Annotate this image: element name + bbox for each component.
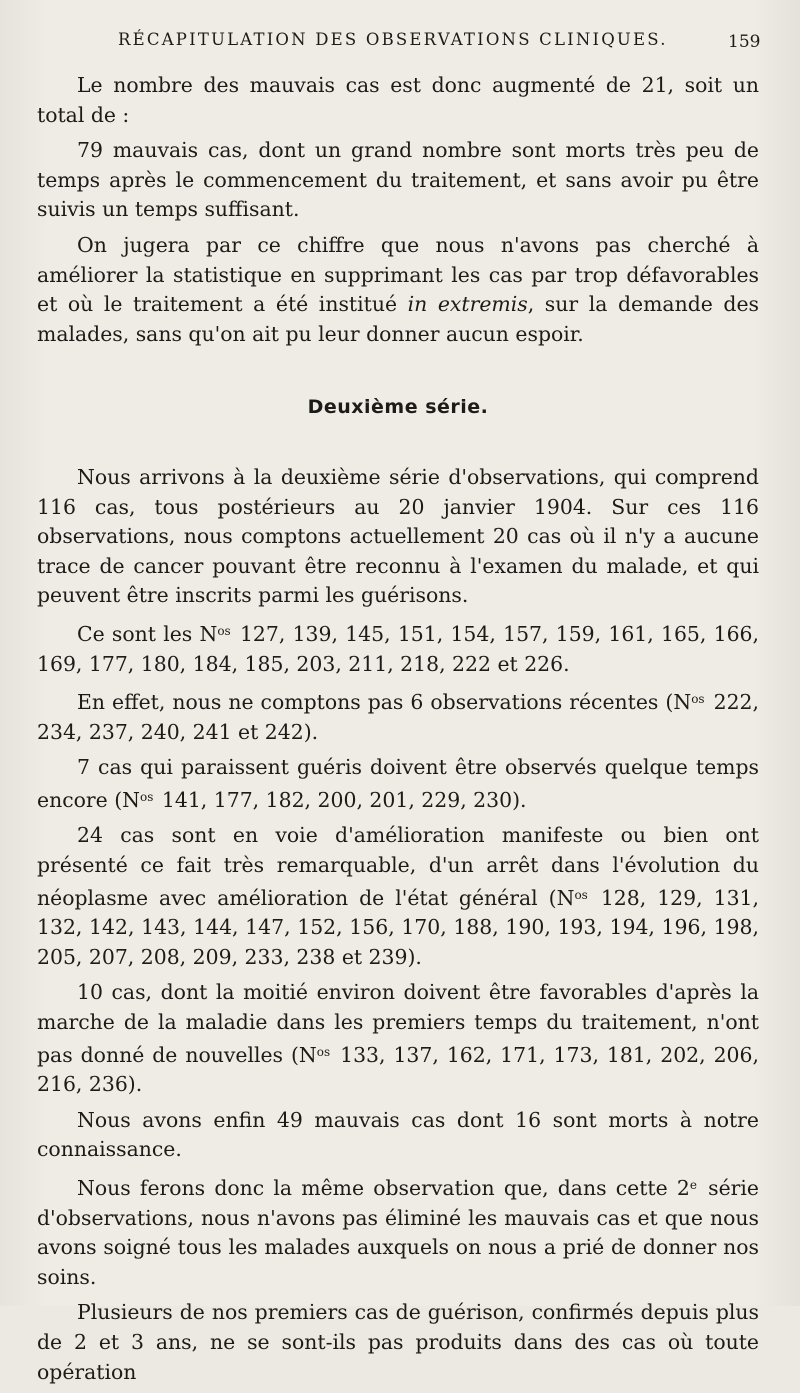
paragraph-3 (37, 231, 759, 349)
paragraph-9 (37, 978, 759, 1099)
paragraph-8-superscript: os (574, 887, 588, 902)
paragraph-9-text-a: 10 cas, dont la moitié environ doivent être favorables d'après la marche de la maladie dans les premiers temps du traitement, n'ont pas donné de nouvelles (N (37, 980, 759, 1067)
paragraph-9-superscript: os (316, 1044, 331, 1059)
paragraph-12: Plusieurs de nos premiers cas de guérison, confirmés depuis plus de 2 et 3 ans, ne se sont-ils pas produits dans des cas où toute opération (37, 1300, 759, 1384)
paragraph-3-text-a: On jugera par ce chiffre que nous n'avons pas cherché à améliorer la statistique en supprimant les cas par trop défavorables et où le traitement a été institué (37, 232, 759, 317)
paragraph-6-text-a: En effet, nous ne comptons pas 6 observations récentes (N (77, 690, 692, 715)
paragraph-11-superscript: e (689, 1178, 697, 1192)
paragraph-6 (37, 685, 759, 747)
paragraph-10: Nous avons enfin 49 mauvais cas dont 16 sont morts à notre connaissance. (37, 1107, 759, 1162)
running-head: RÉCAPITULATION DES OBSERVATIONS CLINIQUES. (118, 30, 668, 49)
paragraph-7-text-a: 7 cas qui paraissent guéris doivent être observés quelque temps encore (N (37, 755, 759, 812)
paragraph-11 (37, 1171, 759, 1292)
paragraph-5-text-a: Ce sont les N (77, 621, 218, 646)
paragraph-7-text-b: 141, 177, 182, 200, 201, 229, 230). (155, 787, 527, 812)
paragraph-11-text-b: série d'observations, nous n'avons pas éliminé les mauvais cas et que nous avons soigné tous les malades auxquels on nous a prié de donner nos soins. (37, 1176, 759, 1289)
paragraph-8 (37, 821, 759, 972)
paragraph-2: 79 mauvais cas, dont un grand nombre sont morts très peu de temps après le commencement du traitement, et sans avoir pu être suivis un temps suffisant. (37, 138, 759, 222)
page-body (37, 71, 759, 1393)
paragraph-5-superscript: os (217, 623, 231, 638)
paragraph-1: Le nombre des mauvais cas est donc augmenté de 21, soit un total de : (37, 73, 759, 127)
paragraph-6-superscript: os (691, 692, 705, 707)
paragraph-7-superscript: os (140, 789, 154, 804)
paragraph-5 (37, 617, 759, 679)
paragraph-5-text-b: 127, 139, 145, 151, 154, 157, 159, 161, 165, 166, 169, 177, 180, 184, 185, 203, 211, 218, 222 et 226. (37, 621, 760, 676)
paragraph-3-text-b: , sur la demande des malades, sans qu'on ait pu leur donner aucun espoir. (37, 292, 759, 346)
section-heading: Deuxième série. (307, 396, 489, 419)
paragraph-6-text-b: 222, 234, 237, 240, 241 et 242). (37, 690, 759, 744)
paragraph-11-text-a: Nous ferons donc la même observation que, dans cette 2 (77, 1176, 690, 1200)
paragraph-9-text-b: 133, 137, 162, 171, 173, 181, 202, 206, 216, 236). (37, 1042, 759, 1097)
page-number: 159 (728, 32, 761, 52)
paragraph-4: Nous arrivons à la deuxième série d'observations, qui comprend 116 cas, tous postérieurs au 20 janvier 1904. Sur ces 116 observations, nous comptons actuellement 20 cas où il n'y a aucune trace de cancer pouvant être reconnu à l'examen du malade, et qui peuvent être inscrits parmi les guérisons. (37, 464, 759, 608)
paragraph-7 (37, 753, 759, 815)
paragraph-8-text-a: 24 cas sont en voie d'amélioration manifeste ou bien ont présenté ce fait très remarquable, d'un arrêt dans l'évolution du néoplasme avec amélioration de l'état général (N (37, 823, 759, 910)
paragraph-8-text-b: 128, 129, 131, 132, 142, 143, 144, 147, 152, 156, 170, 188, 190, 193, 194, 196, 198, 205, 207, 208, 209, 233, 238 et 239). (37, 885, 759, 969)
paragraph-3-italic: in extremis (407, 292, 528, 317)
